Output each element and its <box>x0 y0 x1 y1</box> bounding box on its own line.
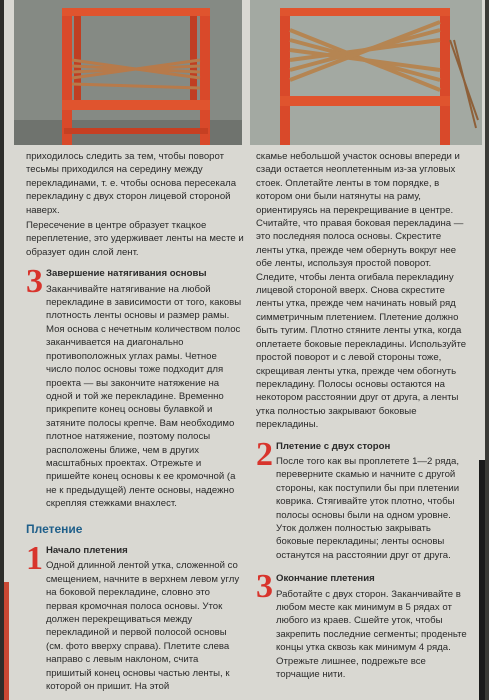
photo-frame-warping <box>14 0 242 145</box>
step-number: 2 <box>256 435 273 473</box>
left-intro-2: Пересечение в центре образует ткацкое переплетение, это удерживает ленты на месте и образует один слой лент. <box>26 220 244 258</box>
step-3-finish-weaving <box>256 568 468 683</box>
step-title: Начало плетения <box>46 544 128 556</box>
step-number: 1 <box>26 539 43 577</box>
step-2-weave-both-sides <box>256 435 468 565</box>
right-intro: скамье небольшой участок основы впереди и сзади остается неоплетенным из-за угловых стоек. Оплетайте ленты в том порядке, в котором они были натянуты на раму, ориентируясь на перекрещивание в центре. Считайте, что правая боковая перекладина — это последняя полоса основы. Скрестите ленты утка, прежде чем обернуть вокруг нее обе ленты, используя простой поворот. Следите, чтобы лента огибала перекладину лицевой стороной вверх. Снова скрестите ленты утка, прежде чем начинать новый ряд симметричным плетением. Плетение должно быть тугим. Плотно стяните ленты утка, когда оплетаете боковые перекладины. Используйте простой поворот и с левой стороны тоже, скрещивая ленты утка, прежде чем обогнуть перекладину. Полосы основы остаются на некотором расстоянии друг от друга, а ленты утка полностью закрывают боковые перекладины. <box>256 151 467 431</box>
step-text: Заканчивайте натягивание на любой перекладине в зависимости от того, каковы плотность ленты основы и размер рамы. Моя основа с нечетным количеством полос заканчивается на диагонально противоположных углах рамы. Четное число полос основы тоже подходит для проекта — вы закончите натяжение на одной и той же перекладине. Временно прикрепите конец основы булавкой и затяните полосы крепче. Вам необходимо плотное натяжение, поэтому полосы расположены ближе, чем в других масштабных проектах. Отрежьте и пришейте конец основы к ее кромочной (а не к предыдущей) ленте основы, надежно скрепляя стежками внахлест. <box>46 283 242 510</box>
decorative-red-bar <box>4 582 9 700</box>
step-text: Работайте с двух сторон. Заканчивайте в любом месте как минимум в 5 рядах от любого из краев. Сшейте уток, чтобы закрепить последние сегменты; проденьте концы утка сквозь как минимум 4 ряда. Отрежьте лишнее, подрежьте все торчащие нити. <box>276 588 467 681</box>
step-title: Плетение с двух сторон <box>276 440 391 452</box>
right-column <box>256 150 468 683</box>
step-3-finish-warping <box>26 263 244 512</box>
step-1-start-weaving <box>26 539 244 695</box>
magazine-page <box>4 0 485 700</box>
step-title: Окончание плетения <box>276 573 375 585</box>
book-binding <box>479 460 485 700</box>
left-intro: приходилось следить за тем, чтобы поворот тесьмы приходился на середину между перекладинами, т. е. чтобы основа пересекала перекладину с двух сторон лицевой стороной наверх. <box>26 151 237 216</box>
frame-warping-illustration <box>14 0 242 145</box>
section-title-weaving: Плетение <box>26 521 83 536</box>
left-column <box>26 150 244 695</box>
step-text: Одной длинной лентой утка, сложенной со смещением, начните в верхнем левом углу на боковой перекладине, словно это первая кромочная полоса основы. Уток должен перекрещиваться между перекладиной и первой полосой основы (см. фото вверху справа). Плетите слева направо с левым наклоном, счита пришитый конец основы частью ленты, к которой он пришит. На этой <box>46 560 240 693</box>
step-number: 3 <box>26 263 43 301</box>
step-text: После того как вы проплетете 1—2 ряда, переверните скамью и начните с другой стороны, как поступили бы при плетении коврика. Стягивайте уток плотно, чтобы полосы основы были на одном уровне. Уток должен полностью закрывать боковые перекладины; ленты основы останутся на расстоянии друг от друга. <box>276 455 460 561</box>
frame-weaving-illustration <box>250 0 482 145</box>
step-number: 3 <box>256 568 273 606</box>
step-title: Завершение натягивания основы <box>46 268 207 280</box>
photo-frame-weaving <box>250 0 482 145</box>
